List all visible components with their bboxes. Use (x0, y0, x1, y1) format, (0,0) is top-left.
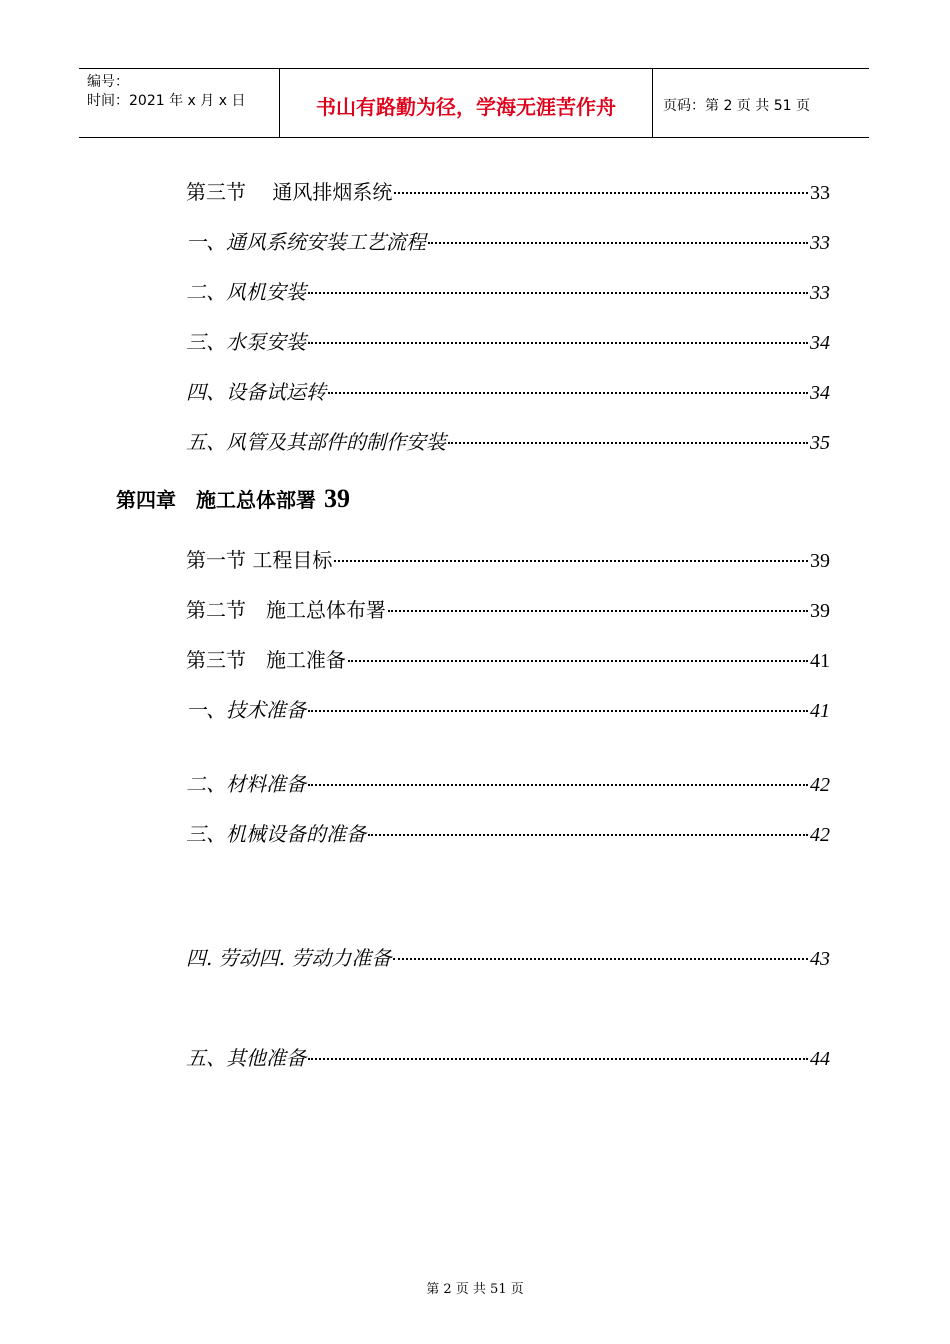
toc-entry-title: 四、设备试运转 (186, 380, 326, 404)
toc-entry[interactable] (186, 768, 830, 798)
toc-entry[interactable] (186, 226, 830, 256)
page-header (79, 68, 869, 138)
doc-code-label: 编号： (87, 74, 129, 90)
toc-entry-page: 42 (810, 824, 830, 846)
toc-entry[interactable] (186, 376, 830, 406)
chapter-page: 39 (324, 484, 350, 513)
toc-leader-dots (308, 784, 808, 786)
toc-entry-title: 三、水泵安装 (186, 330, 306, 354)
toc-entry-page: 43 (810, 948, 830, 970)
toc-leader-dots (308, 710, 808, 712)
toc-leader-dots (393, 958, 808, 960)
toc-entry[interactable] (186, 942, 830, 972)
toc-leader-dots (308, 342, 808, 344)
toc-entry-title: 一、通风系统安装工艺流程 (186, 230, 426, 254)
toc-leader-dots (428, 242, 808, 244)
toc-entry-title: 第三节 通风排烟系统 (186, 180, 393, 204)
toc-leader-dots (328, 392, 808, 394)
toc-leader-dots (348, 660, 808, 662)
toc-leader-dots (388, 610, 808, 612)
toc-entry-page: 35 (810, 432, 830, 454)
toc-entry-page: 41 (810, 650, 830, 672)
toc-entry[interactable] (186, 1042, 830, 1072)
toc-entry-page: 33 (810, 282, 830, 304)
toc-entry[interactable] (186, 426, 830, 456)
toc-entry[interactable] (186, 818, 830, 848)
toc-entry-title: 第三节 施工准备 (186, 648, 346, 672)
toc-entry[interactable] (186, 644, 830, 674)
toc-leader-dots (308, 292, 808, 294)
doc-date: 时间：2021 年 x 月 x 日 (87, 93, 246, 109)
toc-entry-page: 41 (810, 700, 830, 722)
toc-entry-title: 二、风机安装 (186, 280, 306, 304)
toc-entry-page: 42 (810, 774, 830, 796)
toc-entry-title: 三、机械设备的准备 (186, 822, 366, 846)
toc-entry[interactable] (186, 276, 830, 306)
toc-leader-dots (334, 560, 808, 562)
toc-entry-title: 二、材料准备 (186, 772, 306, 796)
toc-entry[interactable] (186, 544, 830, 574)
chapter-title: 第四章 施工总体部署 (116, 488, 316, 512)
header-motto: 书山有路勤为径，学海无涯苦作舟 (280, 69, 653, 137)
toc-entry-title: 第一节 工程目标 (186, 548, 333, 572)
toc-leader-dots (308, 1058, 808, 1060)
toc-entry-title: 五、其他准备 (186, 1046, 306, 1070)
toc-entry-page: 33 (810, 232, 830, 254)
toc-entry-page: 39 (810, 550, 830, 572)
toc-entry[interactable] (186, 594, 830, 624)
toc-entry[interactable] (186, 176, 830, 206)
toc-entry-page: 34 (810, 382, 830, 404)
toc-entry-title: 第二节 施工总体布署 (186, 598, 386, 622)
header-left-cell (79, 69, 280, 137)
toc-entry-page: 44 (810, 1048, 830, 1070)
toc-entry-page: 33 (810, 182, 830, 204)
toc-leader-dots (394, 192, 808, 194)
toc-entry-page: 39 (810, 600, 830, 622)
toc-entry[interactable] (186, 694, 830, 724)
toc-entry-title: 四. 劳动四. 劳动力准备 (186, 946, 392, 970)
toc-entry-page: 34 (810, 332, 830, 354)
toc-entry[interactable] (186, 326, 830, 356)
toc-chapter-heading[interactable] (116, 484, 350, 514)
header-page-info: 页码：第 2 页 共 51 页 (663, 98, 810, 114)
page-footer: 第 2 页 共 51 页 (426, 1282, 524, 1297)
toc-entry-title: 一、技术准备 (186, 698, 306, 722)
toc-leader-dots (368, 834, 808, 836)
toc-leader-dots (448, 442, 808, 444)
toc-entry-title: 五、风管及其部件的制作安装 (186, 430, 446, 454)
